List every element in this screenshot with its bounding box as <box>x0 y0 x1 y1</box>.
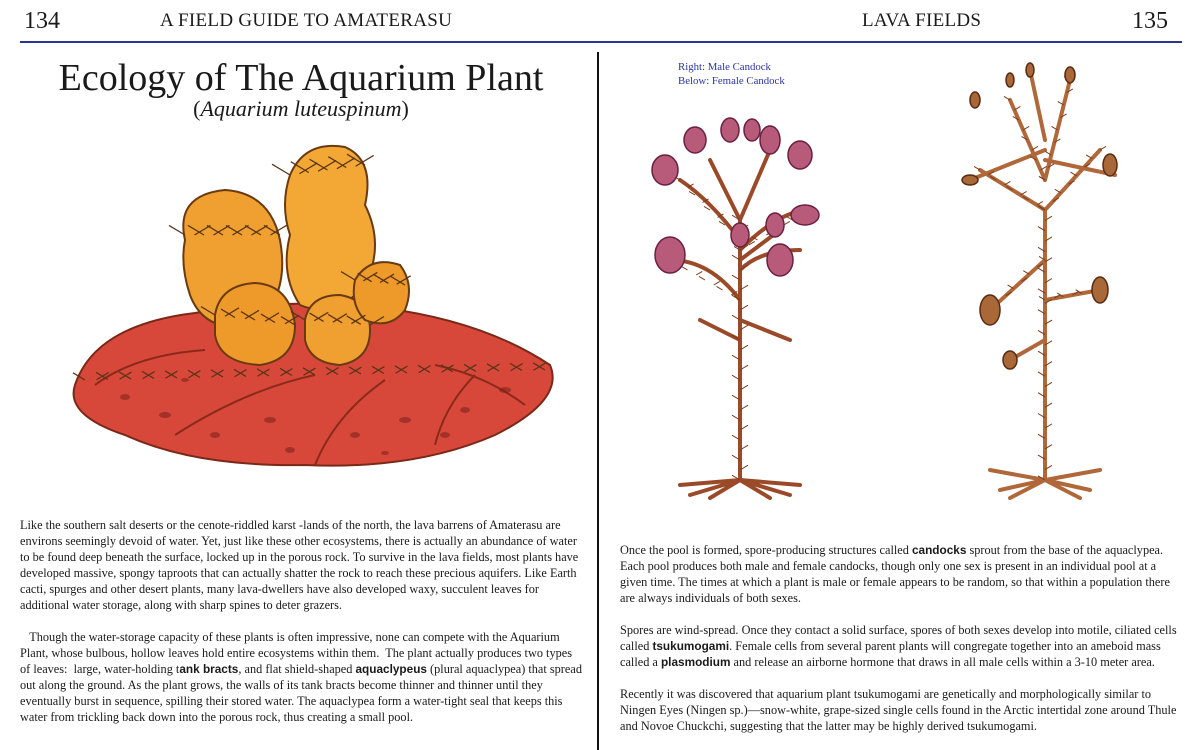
candock-illustration-right <box>950 60 1140 500</box>
right-body-text <box>620 542 1186 734</box>
page-gutter-divider <box>597 52 599 750</box>
figure-caption <box>678 60 785 88</box>
left-body-text <box>20 517 582 725</box>
term-plasmodium: plasmodium <box>660 655 731 669</box>
right-paragraph-3: Recently it was discovered that aquarium plant tsukumogami are genetically and morphologically similar to Ningen Eyes (Ningen sp.)—snow-white, grape-sized single cells found in the Arctic intertidal zone around Thule and Novoe Chuckchi, suggesting that the latter may be highly derived tsukumogami. <box>620 687 1177 733</box>
caption-line-male: Right: Male Candock <box>678 61 771 73</box>
left-paragraph-1: Like the southern salt deserts or the cenote-riddled karst -lands of the north, the lava barrens of Amaterasu are environs seemingly devoid of water. Yet, just like these other ecosystems, there is actually an abundance of water to be found deep beneath the surface, locked up in the porous rock. To survive in the lava fields, most plants have developed massive, spongy taproots that can actually shatter the rock to reach these precious aquifers. Like Earth cacti, spurges and other desert plants, many lava-dwellers have also developed waxy, succulent leaves for additional water storage, along with sharp spines to deter grazers. <box>20 518 579 612</box>
right-page-number: 135 <box>1132 8 1168 34</box>
header-rule <box>20 41 1182 43</box>
left-page-number: 134 <box>24 8 60 34</box>
left-paragraph-2: Though the water-storage capacity of these plants is often impressive, none can compete with the Aquarium Plant, whose bulbous, hollow leaves hold entire ecosystems within them. The plant actually produces two types of leaves: large, water-holding tank bracts, and flat shield-shaped aquaclypeus (plural aquaclypea) that spread out along the ground. As the plant grows, the walls of its tank bracts become thinner and thinner until they eventually burst in sequence, spilling their stored water. The aquaclypea form a water-tight seal that keeps this water from trickling back down into the porous rock, thus creating a small pool. <box>20 630 582 724</box>
right-paragraph-1: Once the pool is formed, spore-producing structures called candocks sprout from the base of the aquaclypea. Each pool produces both male and female candocks, though only one sex is present in an individual pool at a given time. The times at which a plant is male or female appears to be random, so that within a population there are always individuals of both sexes. <box>620 543 1170 605</box>
species-name: Aquarium luteuspinum <box>200 96 402 121</box>
candock-illustration-left <box>640 100 840 500</box>
term-tsukumogami: tsukumogami <box>652 639 730 653</box>
aquarium-plant-illustration <box>55 135 575 475</box>
term-aquaclypeus: aquaclypeus <box>355 662 427 676</box>
page-title: Ecology of The Aquarium Plant <box>58 57 544 99</box>
species-subtitle: (Aquarium luteuspinum) <box>193 96 409 121</box>
page-header <box>0 0 1200 44</box>
term-tank-bracts: ank bracts <box>179 662 239 676</box>
term-candocks: candocks <box>911 543 967 557</box>
left-running-title: A FIELD GUIDE TO AMATERASU <box>160 10 453 31</box>
right-running-title: LAVA FIELDS <box>862 10 982 31</box>
right-paragraph-2: Spores are wind-spread. Once they contact a solid surface, spores of both sexes develop into motile, ciliated cells called tsukumogami. Female cells from several parent plants will congregate together into an ameboid mass called a plasmodium and release an airborne hormone that draws in all male cells within a 3-10 meter area. <box>620 623 1177 669</box>
caption-line-female: Below: Female Candock <box>678 75 785 87</box>
